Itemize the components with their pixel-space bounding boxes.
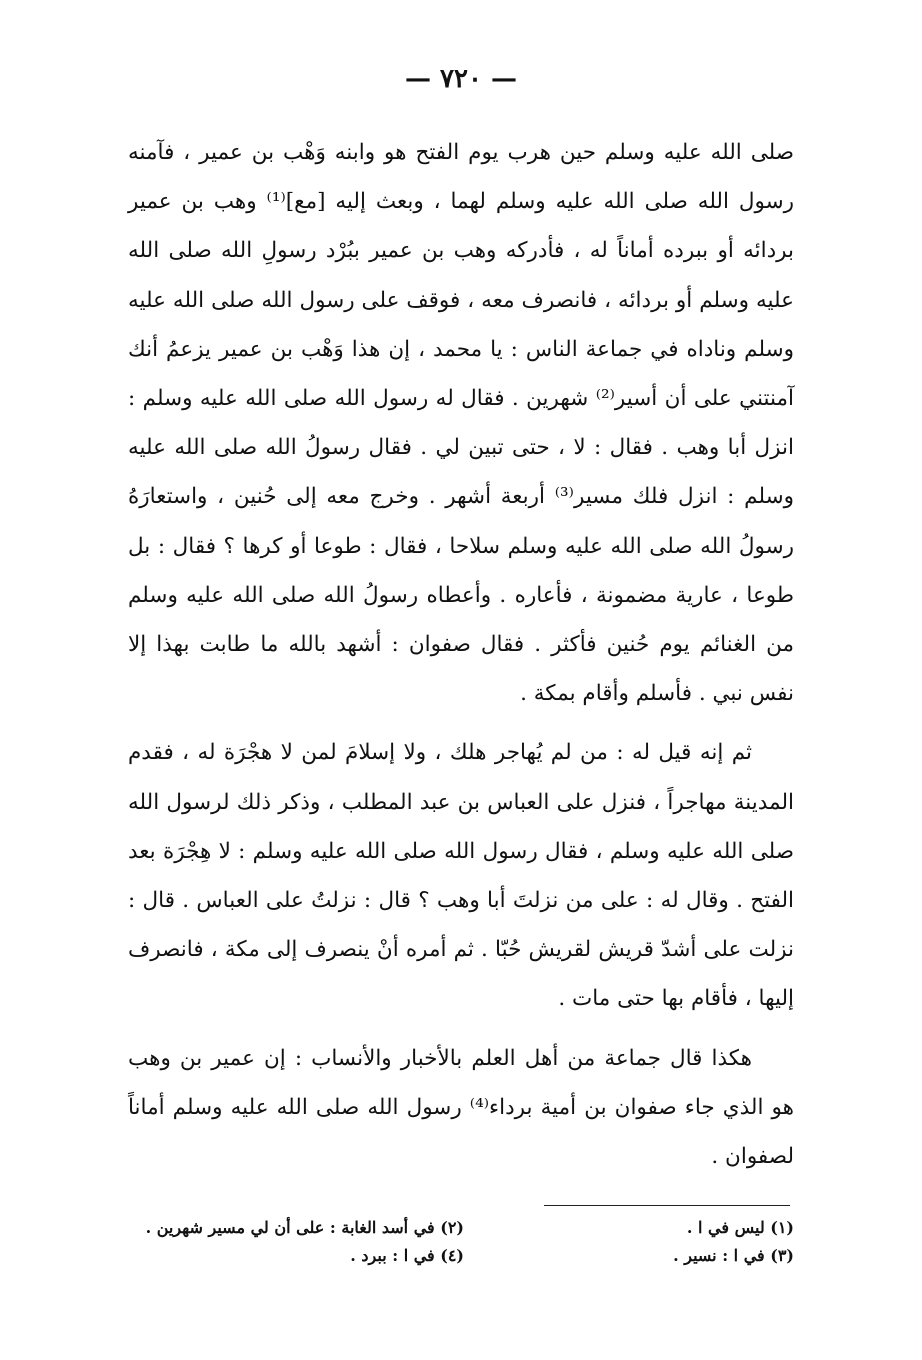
footnote-separator <box>544 1205 790 1206</box>
footnotes <box>128 1214 794 1270</box>
page-number: — ٧٢٠ — <box>404 64 518 94</box>
paragraph: صلى الله عليه وسلم حين هرب يوم الفتح هو وابنه وَهْب بن عمير ، فآمنه رسول الله صلى الله عليه وسلم لهما ، وبعث إليه [مع]⁽¹⁾ وهب بن عمير بردائه أو ببرده أماناً له ، فأدركه وهب بن عمير ببُرْد رسولِ الله صلى الله عليه وسلم أو بردائه ، فانصرف معه ، فوقف على رسول الله صلى الله عليه وسلم وناداه في جماعة الناس : يا محمد ، إن هذا وَهْب بن عمير يزعمُ أنك آمنتني على أن أسير⁽²⁾ شهرين . فقال له رسول الله صلى الله عليه وسلم : انزل أبا وهب . فقال : لا ، حتى تبين لي . فقال رسولُ الله صلى الله عليه وسلم : انزل فلك مسير⁽³⁾ أربعة أشهر . وخرج معه إلى حُنين ، واستعارَهُ رسولُ الله صلى الله عليه وسلم سلاحا ، فقال : طوعا أو كرها ؟ فقال : بل طوعا ، عارية مضمونة ، فأعاره . وأعطاه رسولُ الله صلى الله عليه وسلم من الغنائم يوم حُنين فأكثر . فقال صفوان : أشهد بالله ما طابت بهذا إلا نفس نبي . فأسلم وأقام بمكة . <box>128 140 795 707</box>
footnote-3: (٣) في ا : نسير . <box>673 1246 794 1265</box>
footnote-2: (٢) في أسد الغابة : على أن لي مسير شهرين . <box>145 1218 464 1237</box>
paragraph: ثم إنه قيل له : من لم يُهاجر هلك ، ولا إسلامَ لمن لا هجْرَة له ، فقدم المدينة مهاجراً ، فنزل على العباس بن عبد المطلب ، وذكر ذلك لرسول الله صلى الله عليه وسلم ، فقال رسول الله صلى الله عليه وسلم : لا هِجْرَة بعد الفتح . وقال له : على من نزلتَ أبا وهب ؟ قال : نزلتُ على العباس . قال : نزلت على أشدّ قريش لقريش حُبّا . ثم أمره أنْ ينصرف إلى مكة ، فانصرف إليها ، فأقام بها حتى مات . <box>128 740 794 1012</box>
footnote-4: (٤) في ا : ببرد . <box>350 1246 464 1265</box>
footnote-row <box>128 1242 794 1270</box>
main-text <box>128 128 794 1181</box>
footnote-1: (١) ليس في ا . <box>686 1218 794 1237</box>
paragraph: هكذا قال جماعة من أهل العلم بالأخبار والأنساب : إن عمير بن وهب هو الذي جاء صفوان بن أمية برداء⁽⁴⁾ رسول الله صلى الله عليه وسلم أماناً لصفوان . <box>128 1045 794 1170</box>
footnote-row <box>128 1214 794 1242</box>
